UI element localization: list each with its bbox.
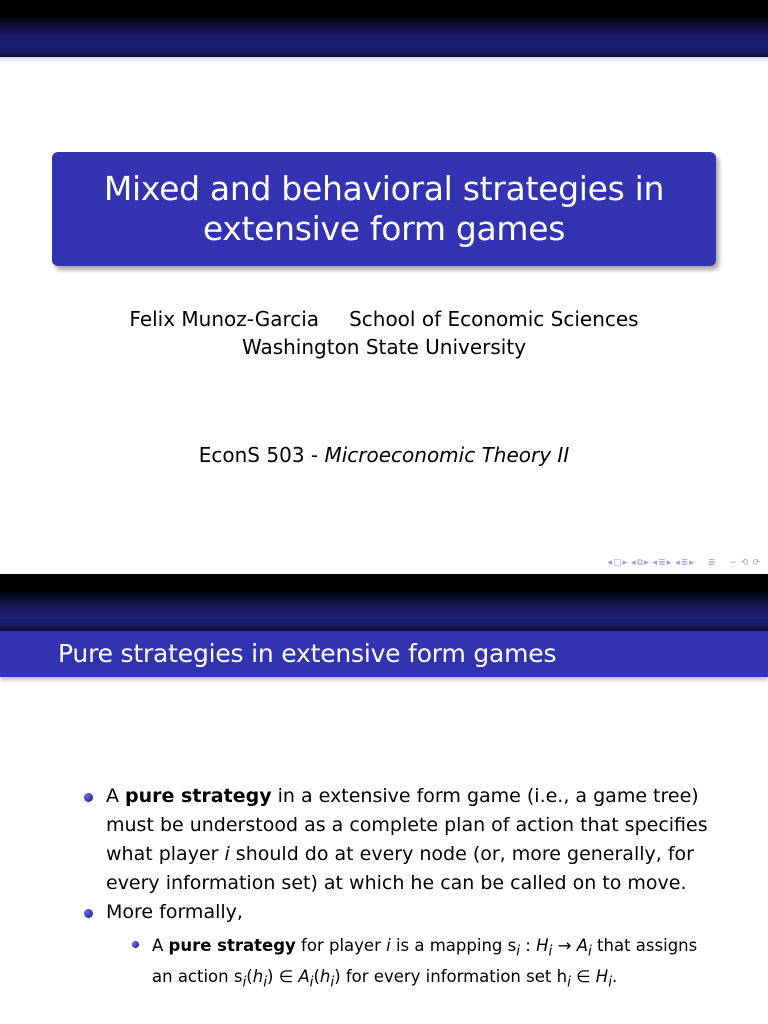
header-band (0, 0, 768, 57)
university-name: Washington State University (241, 335, 527, 359)
course-name: Microeconomic Theory II (324, 443, 570, 467)
header-band (0, 574, 768, 631)
nav-right-arrow-icon: ▸ (689, 558, 694, 568)
math-variable: i (386, 936, 391, 955)
presentation-title (84, 169, 684, 249)
nav-section-group[interactable] (675, 558, 694, 568)
sub-bullet-item: A pure strategy for player i is a mapping $s_i$ : $H_i \to A_i$ that assigns an action $s_i(h_i)$ ∈ $A_i(h_i)$ for every information set $h_i$ ∈ $H_i$. (128, 933, 722, 996)
title-box (52, 152, 716, 266)
bullet-text: should do at every node (or, more generally, for every information set) at which he can be called on to move. (106, 843, 694, 894)
nav-subsection-icon: ≣ (658, 558, 666, 568)
course-line (0, 443, 768, 467)
nav-left-arrow-icon: ◂ (631, 558, 636, 568)
nav-frame-group[interactable] (608, 558, 628, 568)
bullet-text: A (106, 785, 126, 807)
bullet-text: in a extensive form game (i.e., a game tree) must be understood as a complete plan of action that specifies what player (106, 785, 708, 865)
bullet-text: for player (295, 936, 387, 955)
course-code: EconS 503 - (198, 443, 325, 467)
nav-right-arrow-icon: ▸ (644, 558, 649, 568)
slide-content (82, 782, 722, 996)
title-line-2: extensive form games (202, 209, 566, 248)
nav-redo-icon[interactable]: ⟳ (752, 558, 760, 568)
nav-left-arrow-icon: ◂ (652, 558, 658, 568)
nav-slide-group[interactable] (631, 558, 649, 568)
title-line-1: Mixed and behavioral strategies in (103, 169, 665, 208)
author-name: Felix Munoz-Garcia (129, 307, 320, 331)
bullet-text: A (152, 936, 169, 955)
bullet-text: is a mapping s (390, 936, 517, 955)
author-row (0, 307, 768, 331)
navigation-symbols (608, 556, 760, 570)
sub-bullet-icon (132, 941, 139, 948)
nav-section-icon: ≣ (680, 558, 689, 568)
nav-subsection-group[interactable] (653, 558, 672, 568)
nav-undo-icon[interactable]: ⟲ (740, 558, 749, 568)
frame-title: Pure strategies in extensive form games (58, 639, 557, 668)
bold-term: pure strategy (168, 936, 296, 955)
bullet-text: that assigns an action s (152, 936, 698, 987)
content-slide (0, 574, 768, 1024)
nav-search-icon[interactable]: ∽ (729, 558, 737, 568)
nav-right-arrow-icon: ▸ (622, 558, 628, 568)
nav-slide-icon: ⧉ (636, 558, 644, 568)
nav-right-arrow-icon: ▸ (666, 558, 672, 568)
nav-frame-icon: □ (613, 558, 622, 568)
bold-term: pure strategy (125, 785, 272, 807)
header-shadow (0, 57, 768, 63)
school-name: School of Economic Sciences (349, 307, 639, 331)
bullet-icon (84, 793, 93, 802)
nav-left-arrow-icon: ◂ (675, 558, 680, 568)
bullet-item (82, 898, 722, 927)
nav-document-icon[interactable]: ≣ (707, 558, 716, 568)
math-variable: i (224, 843, 230, 865)
frame-title-bar (0, 631, 768, 677)
bullet-item (82, 782, 722, 898)
bullet-text: for every information set h (340, 967, 568, 987)
nav-left-arrow-icon: ◂ (607, 558, 613, 568)
bullet-text: More formally, (106, 901, 243, 923)
bullet-icon (84, 909, 93, 918)
